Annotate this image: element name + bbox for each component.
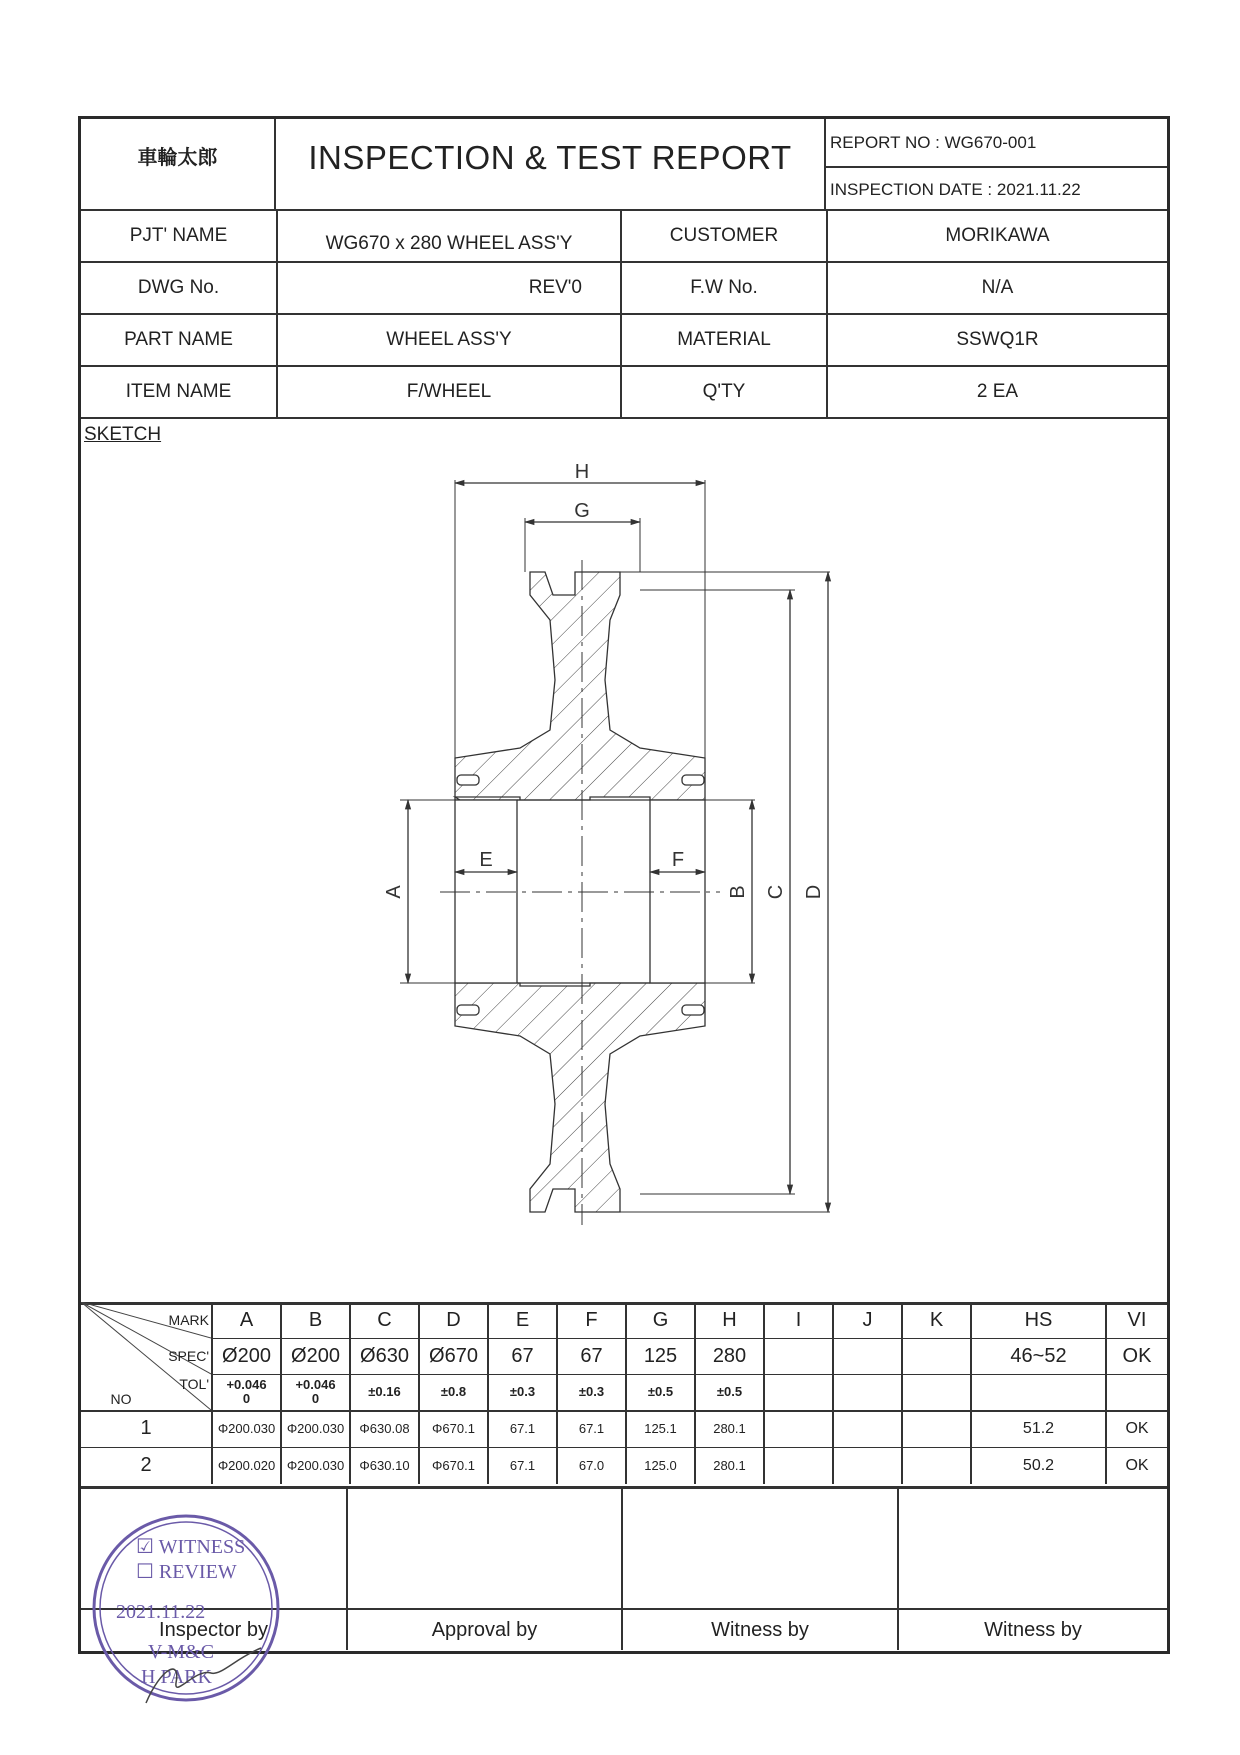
spec-header-label: SPEC' [168,1348,209,1364]
stamp-review-text: ☐ REVIEW [136,1561,237,1583]
spec-value: 46~52 [1010,1344,1067,1367]
tolerance-value [903,1374,970,1410]
mark-header: C [377,1308,392,1331]
witness-label-2: Witness by [984,1618,1082,1641]
fw-no-value: N/A [981,277,1014,298]
measured-value: Φ200.030 [217,1421,276,1436]
spec-value [765,1338,832,1374]
tol-header-label: TOL' [179,1376,209,1392]
mark-header: B [308,1308,323,1331]
dimension-label-a: A [383,885,405,899]
spec-value [903,1338,970,1374]
spec-value: Ø200 [222,1344,271,1367]
tol-upper: ±0.3 [509,1384,536,1399]
measured-value [834,1447,901,1484]
mark-header-label: MARK [168,1312,209,1328]
qty-label: Q'TY [702,381,746,402]
tolerance-value [1107,1374,1167,1410]
inspection-date: INSPECTION DATE : 2021.11.22 [830,179,1081,199]
mark-header: A [239,1308,254,1331]
spec-value: 67 [580,1344,603,1367]
report-title: INSPECTION & TEST REPORT [276,119,826,209]
tolerance-value [420,1374,487,1410]
spec-value: 125 [643,1344,678,1367]
measured-value: Φ670.1 [432,1458,475,1473]
mark-header: E [515,1308,530,1331]
spec-value: 67 [511,1344,534,1367]
tolerance-value [765,1374,832,1410]
dimension-label-c: C [765,884,787,900]
measured-value [765,1410,832,1447]
measured-value: Φ200.030 [286,1458,345,1473]
wheel-sketch-drawing [81,418,1167,1302]
measured-value [903,1447,970,1484]
mark-header: K [929,1308,944,1331]
dimension-label-g: G [574,500,590,522]
measured-value: OK [1125,1456,1149,1474]
measured-value: Φ670.1 [432,1421,475,1436]
material-label: MATERIAL [677,329,771,350]
tolerance-value [834,1374,901,1410]
tol-upper: +0.046 [226,1377,267,1392]
inspection-stamp [86,1508,286,1708]
mark-header: D [446,1308,461,1331]
tolerance-value [627,1374,694,1410]
measured-value: 67.1 [509,1458,536,1473]
dimension-label-b: B [727,885,749,899]
spec-value: OK [1122,1344,1152,1367]
measured-value: 67.0 [578,1458,605,1473]
customer-label: CUSTOMER [669,225,779,246]
tol-upper: ±0.3 [578,1384,605,1399]
measured-value: 67.1 [578,1421,605,1436]
tol-upper: ±0.5 [716,1384,743,1399]
measured-value: OK [1125,1419,1149,1437]
report-meta [826,119,1167,209]
spec-value [834,1338,901,1374]
tolerance-value [213,1374,280,1410]
tolerance-value [282,1374,349,1410]
divider [81,1486,1167,1489]
part-name-label: PART NAME [124,329,233,350]
qty-value: 2 EA [976,381,1019,402]
spec-value: 280 [712,1344,747,1367]
company-logo: 車輪太郎 [81,119,276,209]
measured-value: Φ630.08 [359,1421,410,1436]
measured-value [765,1447,832,1484]
pjt-name-label: PJT' NAME [129,225,228,246]
measured-value: Φ200.030 [286,1421,345,1436]
row-number: 2 [140,1454,152,1476]
mark-header: G [652,1308,669,1331]
stamp-name-text: H PARK [141,1666,212,1688]
approval-label: Approval by [431,1618,538,1641]
mark-header: J [862,1308,873,1331]
dwg-no-label: DWG No. [137,277,220,298]
tolerance-value [972,1374,1105,1410]
measured-value: 125.0 [644,1458,677,1473]
material-value: SSWQ1R [956,329,1039,350]
no-header-label: NO [110,1391,132,1407]
tolerance-value [351,1374,418,1410]
item-name-value: F/WHEEL [406,381,492,402]
mark-header: HS [1024,1308,1053,1331]
mark-header: I [795,1308,802,1331]
measured-value: Φ630.10 [359,1458,410,1473]
tol-upper: ±0.16 [368,1384,401,1399]
part-name-value: WHEEL ASS'Y [386,329,512,350]
mark-header: VI [1127,1308,1147,1331]
tolerance-value [696,1374,763,1410]
dimension-label-d: D [803,884,825,900]
measured-value: 51.2 [1022,1419,1055,1437]
measured-value: 125.1 [644,1421,677,1436]
spec-value: Ø670 [429,1344,478,1367]
stamp-witness-text: ☑ WITNESS [136,1536,246,1558]
measured-value [903,1410,970,1447]
tolerance-value [558,1374,625,1410]
tol-upper: ±0.8 [440,1384,467,1399]
measured-value: Φ200.020 [217,1458,276,1473]
stamp-date-text: 2021.11.22 [116,1601,206,1623]
report-number: REPORT NO : WG670-001 [826,119,1167,168]
measured-value: 50.2 [1022,1456,1055,1474]
witness-label-1: Witness by [711,1618,809,1641]
tol-upper: ±0.5 [647,1384,674,1399]
tol-lower: 0 [242,1391,251,1406]
pjt-name-value: WG670 x 280 WHEEL ASS'Y [325,233,573,254]
measured-value: 280.1 [713,1421,746,1436]
mark-header: H [722,1308,737,1331]
dimension-label-e: E [479,849,493,871]
tolerance-value [489,1374,556,1410]
row-number: 1 [140,1417,152,1439]
sketch-label: SKETCH [84,424,162,445]
tol-lower: 0 [311,1391,320,1406]
measured-value: 280.1 [713,1458,746,1473]
dimension-label-h: H [574,461,590,483]
measured-value: 67.1 [509,1421,536,1436]
item-name-label: ITEM NAME [125,381,232,402]
fw-no-label: F.W No. [690,277,758,298]
spec-value: Ø200 [291,1344,340,1367]
measured-value [834,1410,901,1447]
inspector-label: Inspector by [159,1618,268,1641]
stamp-company-text: V-M&C [148,1641,214,1663]
spec-value: Ø630 [360,1344,409,1367]
dimension-label-f: F [671,849,685,871]
dwg-no-value: REV'0 [528,277,582,298]
customer-value: MORIKAWA [945,225,1050,246]
tol-upper: +0.046 [295,1377,336,1392]
mark-header: F [585,1308,598,1331]
